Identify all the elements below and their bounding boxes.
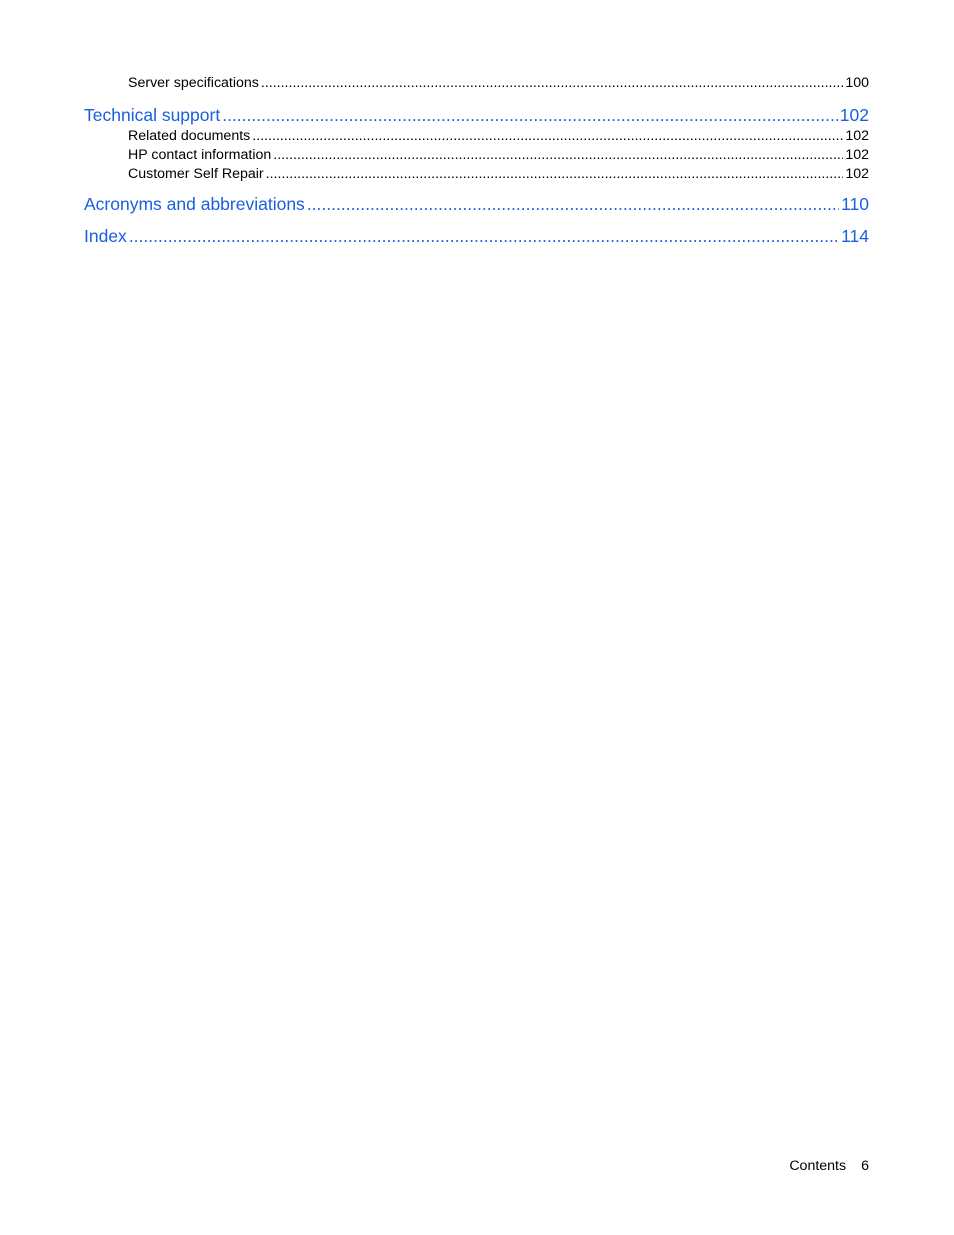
dot-leader	[222, 104, 838, 127]
toc-link-acronyms-and-abbreviations[interactable]	[84, 193, 869, 216]
toc-entry-title: Customer Self Repair	[128, 166, 264, 182]
toc-entry-page: 110	[841, 194, 869, 214]
toc-entry-title: HP contact information	[128, 147, 272, 163]
toc-entry-hp-contact-information[interactable]	[84, 146, 869, 165]
toc-entry-customer-self-repair[interactable]	[84, 165, 869, 184]
page-footer	[789, 1158, 869, 1174]
toc-link-index[interactable]	[84, 225, 869, 248]
dot-leader	[252, 127, 843, 146]
dot-leader	[307, 193, 839, 216]
toc-entry-page: 102	[845, 128, 869, 144]
toc-entry-title: Acronyms and abbreviations	[84, 194, 305, 214]
table-of-contents	[84, 74, 869, 248]
toc-entry-page: 102	[845, 166, 869, 182]
dot-leader	[129, 225, 839, 248]
footer-section-label: Contents	[789, 1158, 847, 1174]
toc-entry-title: Index	[84, 226, 127, 246]
toc-link-technical-support[interactable]	[84, 104, 869, 127]
toc-entry-title: Technical support	[84, 105, 221, 125]
toc-entry-page: 102	[845, 147, 869, 163]
toc-entry-page: 114	[841, 226, 869, 246]
dot-leader	[266, 165, 844, 184]
dot-leader	[261, 74, 843, 93]
footer-page-number: 6	[861, 1158, 869, 1174]
toc-entry-title: Server specifications	[128, 75, 259, 91]
toc-entry-title: Related documents	[128, 128, 251, 144]
toc-entry-related-documents[interactable]	[84, 127, 869, 146]
toc-entry-server-specifications[interactable]	[84, 74, 869, 93]
toc-entry-page: 100	[845, 75, 869, 91]
toc-entry-page: 102	[839, 105, 869, 125]
dot-leader	[273, 146, 843, 165]
